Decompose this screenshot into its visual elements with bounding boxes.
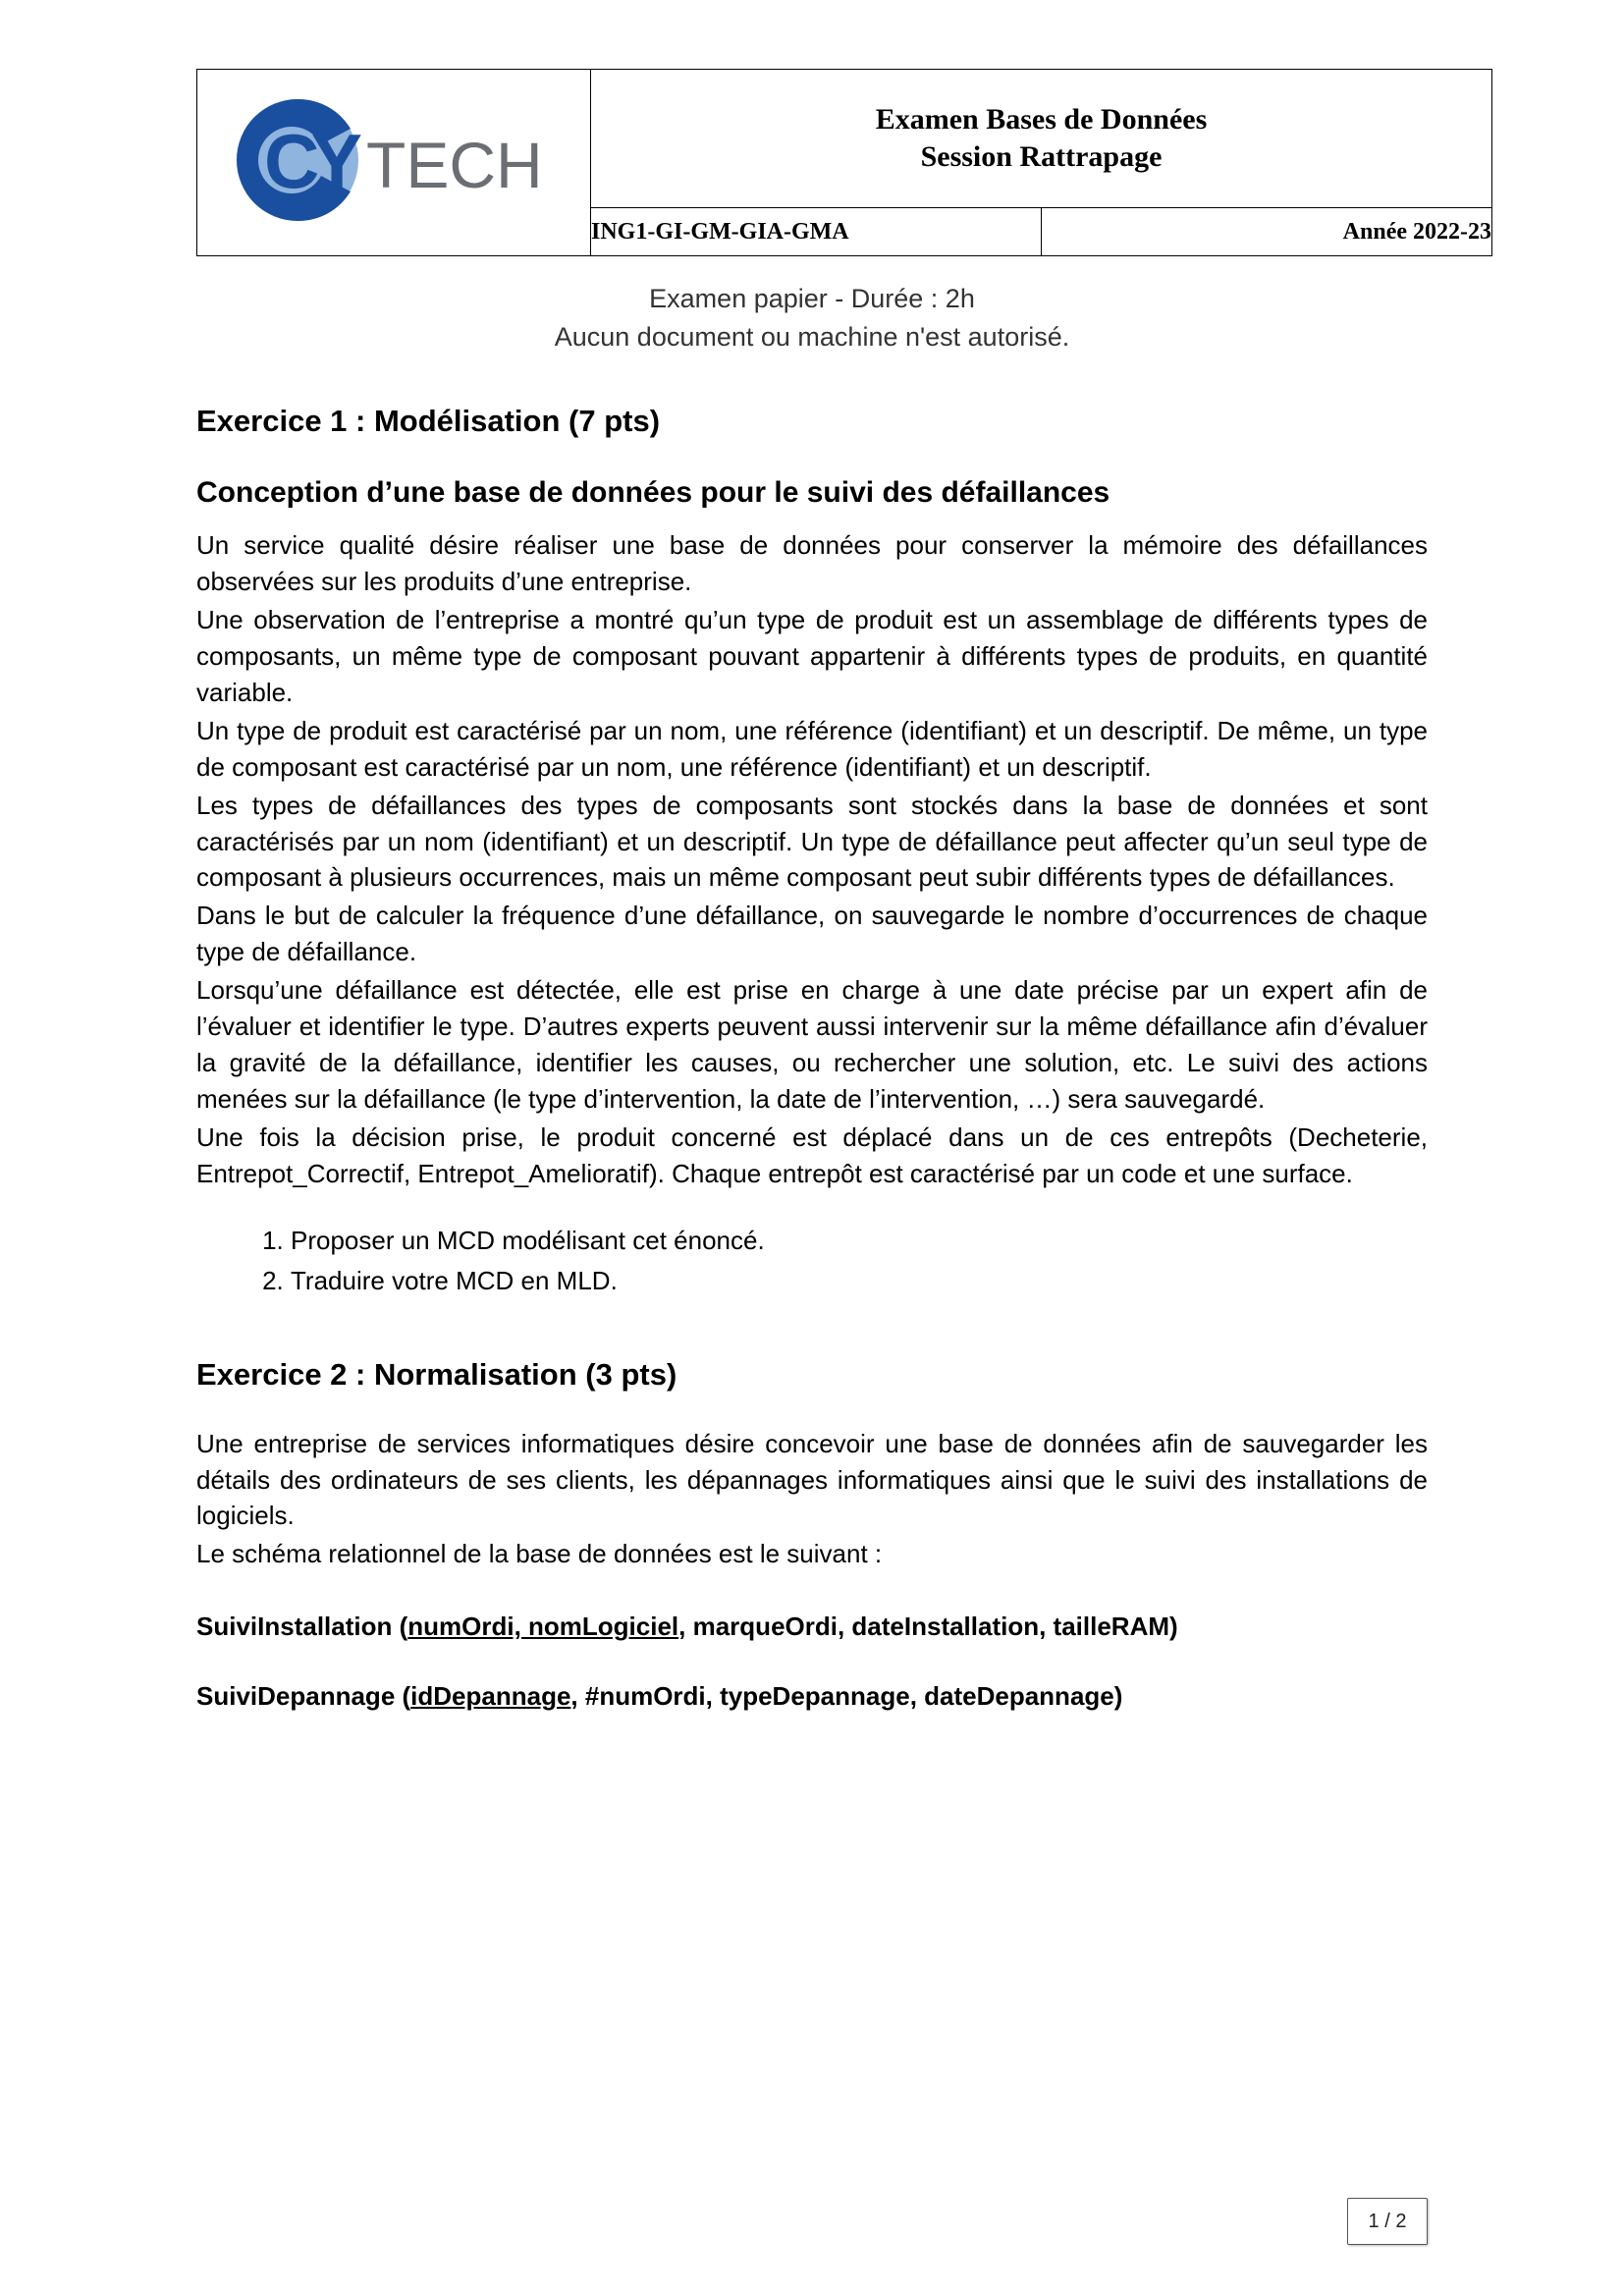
exercise1-paragraph-7: Une fois la décision prise, le produit concerné est déplacé dans un de ces entrepôts (Decheterie, Entrepot_Correctif, Entrepot_Amelioratif). Chaque entrepôt est caractérisé par un code et une surface.: [196, 1121, 1428, 1188]
exercise1-paragraph-3: Un type de produit est caractérisé par un nom, une référence (identifiant) et un descriptif. De même, un type de composant est caractérisé par un nom, une référence (identifiant) et un descriptif.: [196, 715, 1428, 782]
relation-primary-key: idDepannage: [410, 1681, 571, 1712]
list-item: 1. Proposer un MCD modélisant cet énoncé.: [291, 1222, 1428, 1260]
svg-text:C: C: [264, 117, 320, 204]
exam-title-line1: Examen Bases de Données: [875, 102, 1208, 136]
exercise1-subtitle: Conception d’une base de données pour le suivi des défaillances: [196, 476, 1110, 510]
relation-attributes: , #numOrdi, typeDepannage, dateDepannage): [570, 1681, 1123, 1712]
exercise2-heading: Exercice 2 : Normalisation (3 pts): [196, 1356, 677, 1392]
exercise2-paragraph-2: Le schéma relationnel de la base de données est le suivant :: [196, 1539, 883, 1569]
logo-cell: [197, 70, 591, 256]
academic-year: Année 2022-23: [1042, 208, 1492, 256]
cytech-logo-icon: [197, 76, 590, 250]
exam-title-line2: Session Rattrapage: [920, 140, 1163, 173]
course-code: ING1-GI-GM-GIA-GMA: [591, 208, 1042, 256]
relation-name: SuiviInstallation (: [196, 1612, 408, 1642]
exercise1-paragraph-1: Un service qualité désire réaliser une base de données pour conserver la mémoire des défaillances observées sur les produits d’une entreprise.: [196, 530, 1428, 597]
exercise1-paragraph-4: Les types de défaillances des types de composants sont stockés dans la base de données et sont caractérisés par un nom (identifiant) et un descriptif. Un type de défaillance peut affecter qu’un seul type de composant à plusieurs occurrences, mais un même composant peut subir différents types de défaillances.: [196, 790, 1428, 893]
exercise1-heading: Exercice 1 : Modélisation (7 pts): [196, 404, 661, 439]
exam-info: [196, 280, 1428, 356]
exercise1-paragraph-5: Dans le but de calculer la fréquence d’une défaillance, on sauvegarde le nombre d’occurrences de chaque type de défaillance.: [196, 901, 1428, 967]
list-item: 2. Traduire votre MCD en MLD.: [291, 1262, 1428, 1300]
exercise1-questions: [196, 1222, 1428, 1300]
exam-title-cell: [591, 70, 1492, 208]
exam-rules: Aucun document ou machine n'est autorisé.: [554, 322, 1070, 353]
exercise1-paragraph-2: Une observation de l’entreprise a montré qu’un type de produit est un assemblage de différents types de composants, un même type de composant pouvant appartenir à différents types de produits, en quantité variable.: [196, 605, 1428, 707]
page-number-badge: 1 / 2: [1347, 2198, 1428, 2245]
svg-text:Y: Y: [311, 117, 363, 204]
relation-suivi-depannage: [196, 1681, 1428, 1712]
relation-primary-key: numOrdi, nomLogiciel: [407, 1612, 679, 1642]
exercise1-paragraph-6: Lorsqu’une défaillance est détectée, elle est prise en charge à une date précise par un expert afin de l’évaluer et identifier le type. D’autres experts peuvent aussi intervenir sur la même défaillance afin d’évaluer la gravité de la défaillance, identifier les causes, ou rechercher une solution, etc. Le suivi des actions menées sur la défaillance (le type d’intervention, la date de l’intervention, …) sera sauvegardé.: [196, 975, 1428, 1114]
relation-name: SuiviDepannage (: [196, 1681, 411, 1712]
exam-duration: Examen papier - Durée : 2h: [649, 284, 975, 313]
exercise2-paragraph-1: Une entreprise de services informatiques désire concevoir une base de données afin de sauvegarder les détails des ordinateurs de ses clients, les dépannages informatiques ainsi que le suivi des installations de logiciels.: [196, 1428, 1428, 1531]
relation-suivi-installation: [196, 1612, 1428, 1642]
svg-text:TECH: TECH: [366, 128, 543, 201]
relation-attributes: , marqueOrdi, dateInstallation, tailleRAM): [678, 1612, 1178, 1642]
document-header-table: [196, 69, 1492, 256]
